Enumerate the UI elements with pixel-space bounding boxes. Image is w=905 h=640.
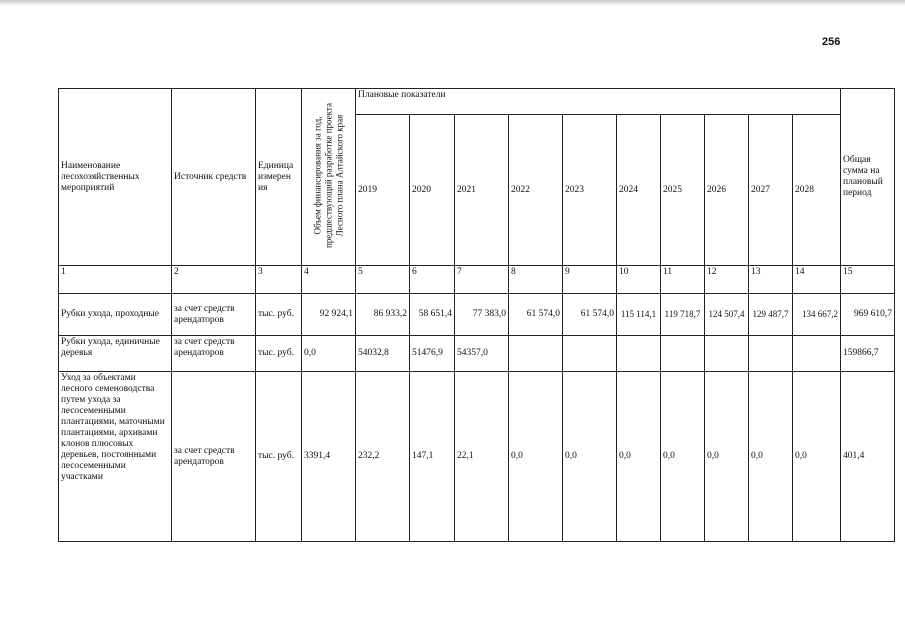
column-number: 1 — [59, 266, 172, 294]
column-number: 6 — [410, 266, 455, 294]
row-value — [617, 336, 661, 372]
row-value: 119 718,7 — [661, 294, 705, 336]
page-number: 256 — [822, 36, 841, 48]
column-number: 7 — [455, 266, 509, 294]
row-value: 51476,9 — [410, 336, 455, 372]
header-activity: Наименование лесохозяйственных мероприятий — [59, 89, 172, 266]
row-prior: 3391,4 — [302, 372, 356, 542]
row-activity: Рубки ухода, проходные — [59, 294, 172, 336]
column-number: 3 — [256, 266, 302, 294]
row-value: 77 383,0 — [455, 294, 509, 336]
row-total: 159866,7 — [841, 336, 895, 372]
column-number: 11 — [661, 266, 705, 294]
row-unit: тыс. руб. — [256, 336, 302, 372]
table-row — [59, 336, 895, 372]
header-year: 2024 — [617, 115, 661, 266]
row-value: 54032,8 — [356, 336, 410, 372]
scan-edge — [0, 0, 905, 6]
header-prior-financing: Объем финансирования за год, предшествующий разработке проекта Лесного плана Алтайского края — [312, 103, 344, 248]
row-value: 124 507,4 — [705, 294, 749, 336]
header-planned: Плановые показатели — [356, 89, 841, 115]
row-prior: 92 924,1 — [302, 294, 356, 336]
row-value: 232,2 — [356, 372, 410, 542]
row-source: за счет средств арендаторов — [172, 294, 256, 336]
row-value: 0,0 — [705, 372, 749, 542]
row-value: 147,1 — [410, 372, 455, 542]
row-value: 0,0 — [563, 372, 617, 542]
column-number: 14 — [793, 266, 841, 294]
row-unit: тыс. руб. — [256, 294, 302, 336]
row-value: 129 487,7 — [749, 294, 793, 336]
column-number: 13 — [749, 266, 793, 294]
header-source: Источник средств — [172, 89, 256, 266]
column-number: 10 — [617, 266, 661, 294]
row-value: 86 933,2 — [356, 294, 410, 336]
column-number: 12 — [705, 266, 749, 294]
row-value: 0,0 — [661, 372, 705, 542]
column-number: 15 — [841, 266, 895, 294]
column-number-row — [59, 266, 895, 294]
column-number: 9 — [563, 266, 617, 294]
row-value — [749, 336, 793, 372]
header-year: 2021 — [455, 115, 509, 266]
row-value — [563, 336, 617, 372]
column-number: 2 — [172, 266, 256, 294]
header-year: 2023 — [563, 115, 617, 266]
row-value: 61 574,0 — [563, 294, 617, 336]
row-activity: Уход за объектами лесного семеноводства путем ухода за лесосеменными плантациями, маточными плантациями, архивами клонов плюсовых деревьев, постоянными лесосеменными участками — [59, 372, 172, 542]
row-source: за счет средств арендаторов — [172, 372, 256, 542]
row-unit: тыс. руб. — [256, 372, 302, 542]
planning-table — [58, 88, 895, 542]
header-row-1 — [59, 89, 895, 115]
header-year: 2022 — [509, 115, 563, 266]
header-total: Общая сумма на плановый период — [841, 89, 895, 266]
row-total: 401,4 — [841, 372, 895, 542]
row-value: 54357,0 — [455, 336, 509, 372]
row-value: 115 114,1 — [617, 294, 661, 336]
row-total: 969 610,7 — [841, 294, 895, 336]
table-row — [59, 294, 895, 336]
row-value: 22,1 — [455, 372, 509, 542]
row-prior: 0,0 — [302, 336, 356, 372]
header-year: 2019 — [356, 115, 410, 266]
table-row — [59, 372, 895, 542]
row-value — [661, 336, 705, 372]
row-value: 0,0 — [617, 372, 661, 542]
column-number: 5 — [356, 266, 410, 294]
row-value — [793, 336, 841, 372]
row-value: 61 574,0 — [509, 294, 563, 336]
row-value: 134 667,2 — [793, 294, 841, 336]
header-year: 2028 — [793, 115, 841, 266]
column-number: 8 — [509, 266, 563, 294]
row-value — [509, 336, 563, 372]
header-prior-financing-cell — [302, 89, 356, 266]
header-unit: Единица измерен ия — [256, 89, 302, 266]
row-activity: Рубки ухода, единичные деревья — [59, 336, 172, 372]
row-value: 0,0 — [509, 372, 563, 542]
column-number: 4 — [302, 266, 356, 294]
header-year: 2025 — [661, 115, 705, 266]
row-value — [705, 336, 749, 372]
header-year: 2020 — [410, 115, 455, 266]
row-source: за счет средств арендаторов — [172, 336, 256, 372]
row-value: 0,0 — [793, 372, 841, 542]
header-year: 2027 — [749, 115, 793, 266]
row-value: 58 651,4 — [410, 294, 455, 336]
header-year: 2026 — [705, 115, 749, 266]
row-value: 0,0 — [749, 372, 793, 542]
